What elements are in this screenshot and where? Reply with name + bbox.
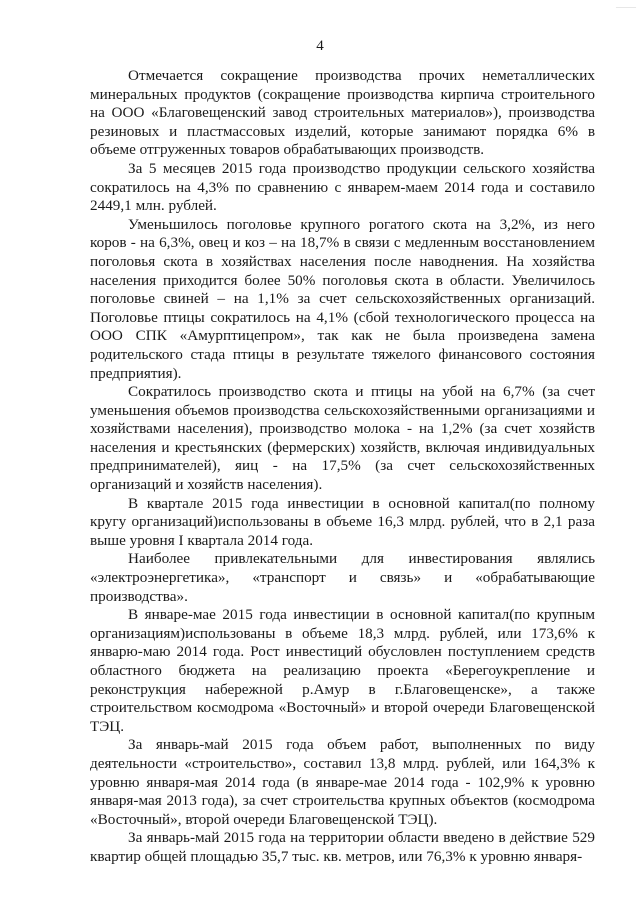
page-number: 4: [316, 38, 324, 54]
paragraph-construction: За январь-май 2015 года объем работ, выполненных по виду деятельности «строительство», составил 13,8 млрд. рублей, или 164,3% к уровню января-мая 2014 года (в январе-мае 2014 года - 102,9% к уровню января-мая 2013 года), за счет строительства крупных объектов (космодрома «Восточный», второй очереди Благовещенской ТЭЦ).: [90, 736, 595, 828]
paragraph-investment-sectors: Наиболее привлекательными для инвестирования являлись «электроэнергетика», «транспорт и связь» и «обрабатывающие производства».: [90, 550, 595, 605]
paragraph-investment-q1: В квартале 2015 года инвестиции в основной капитал(по полному кругу организаций)использованы в объеме 16,3 млрд. рублей, что в 2,1 раза выше уровня I квартала 2014 года.: [90, 494, 595, 549]
paragraph-investment-jan-may: В январе-мае 2015 года инвестиции в основной капитал(по крупным организациям)использованы в объеме 18,3 млрд. рублей, или 173,6% к январю-маю 2014 года. Рост инвестиций обусловлен поступлением средств областного бюджета на реализацию проекта «Берегоукрепление и реконструкция набережной р.Амур в г.Благовещенске», а также строительством космодрома «Восточный» и второй очереди Благовещенской ТЭЦ.: [90, 606, 595, 735]
paragraph-agriculture-output: За 5 месяцев 2015 года производство продукции сельского хозяйства сократилось на 4,3% по сравнению с январем-маем 2014 года и составило 2449,1 млн. рублей.: [90, 159, 595, 215]
paragraph-nonmetallic-minerals: Отмечается сокращение производства прочих неметаллических минеральных продуктов (сокращение производства кирпича строительного на ООО «Благовещенский завод строительных материалов»), производства резиновых и пластмассовых изделий, которые занимают порядка 6% в объеме отгруженных товаров обрабатывающих производств.: [90, 67, 595, 159]
body-text: [90, 67, 595, 867]
paragraph-meat-milk-eggs: Сократилось производство скота и птицы на убой на 6,7% (за счет уменьшения объемов производства сельскохозяйственными организациями и хозяйствами населения), производство молока - на 1,2% (за счет хозяйств населения и крестьянских (фермерских) хозяйств, включая индивидуальных предпринимателей), яиц - на 17,5% (за счет сельскохозяйственных организаций и хозяйств населения).: [90, 383, 595, 494]
paragraph-housing: За январь-май 2015 года на территории области введено в действие 529 квартир общей площадью 35,7 тыс. кв. метров, или 76,3% к уровню января-: [90, 829, 595, 865]
corner-mark: _____: [616, 0, 636, 9]
paragraph-livestock: Уменьшилось поголовье крупного рогатого скота на 3,2%, из него коров - на 6,3%, овец и коз – на 18,7% в связи с медленным восстановлением поголовья скота в хозяйствах населения после наводнения. На хозяйства населения приходится более 50% поголовья скота в области. Увеличилось поголовье свиней – на 1,1% за счет сельскохозяйственных организаций. Поголовье птицы сократилось на 4,1% (сбой технологического процесса на ООО СПК «Амурптицепром», так как не была произведена замена родительского стада птицы в результате тяжелого финансового состояния предприятия).: [90, 215, 595, 382]
